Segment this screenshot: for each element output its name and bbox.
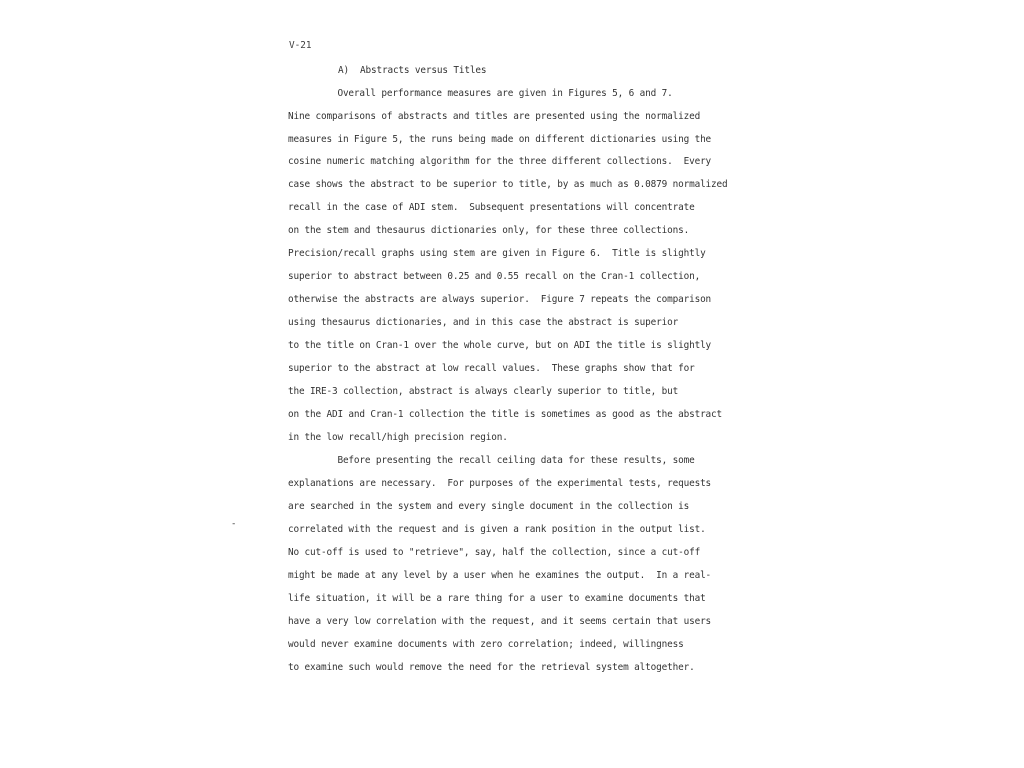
- text-line: superior to abstract between 0.25 and 0.55 recall on the Cran-1 collection,: [288, 271, 701, 282]
- page-number: V-21: [289, 40, 312, 51]
- text-line: Precision/recall graphs using stem are given in Figure 6. Title is slightly: [288, 248, 706, 259]
- text-line: Nine comparisons of abstracts and titles are presented using the normalized: [288, 111, 701, 122]
- text-line: on the stem and thesaurus dictionaries only, for these three collections.: [288, 225, 690, 236]
- text-line: case shows the abstract to be superior to title, by as much as 0.0879 normalized: [288, 179, 728, 190]
- text-line: would never examine documents with zero correlation; indeed, willingness: [288, 639, 684, 650]
- text-line: superior to the abstract at low recall values. These graphs show that for: [288, 363, 695, 374]
- section-heading: A) Abstracts versus Titles: [338, 65, 487, 76]
- text-line: recall in the case of ADI stem. Subsequent presentations will concentrate: [288, 202, 695, 213]
- text-line: the IRE-3 collection, abstract is always clearly superior to title, but: [288, 386, 679, 397]
- text-line: correlated with the request and is given a rank position in the output list.: [288, 524, 706, 535]
- text-line: cosine numeric matching algorithm for the three different collections. Every: [288, 156, 712, 167]
- text-line: No cut-off is used to "retrieve", say, half the collection, since a cut-off: [288, 547, 701, 558]
- text-line: have a very low correlation with the request, and it seems certain that users: [288, 616, 712, 627]
- text-line: explanations are necessary. For purposes of the experimental tests, requests: [288, 478, 712, 489]
- text-line: Overall performance measures are given in Figures 5, 6 and 7.: [288, 88, 673, 99]
- text-line: life situation, it will be a rare thing for a user to examine documents that: [288, 593, 706, 604]
- text-line: might be made at any level by a user when he examines the output. In a real-: [288, 570, 712, 581]
- text-line: in the low recall/high precision region.: [288, 432, 508, 443]
- text-line: on the ADI and Cran-1 collection the title is sometimes as good as the abstract: [288, 409, 723, 420]
- text-line: Before presenting the recall ceiling data for these results, some: [288, 455, 695, 466]
- text-line: using thesaurus dictionaries, and in this case the abstract is superior: [288, 317, 679, 328]
- text-line: to examine such would remove the need for the retrieval system altogether.: [288, 662, 695, 673]
- text-line: to the title on Cran-1 over the whole curve, but on ADI the title is slightly: [288, 340, 712, 351]
- text-line: measures in Figure 5, the runs being made on different dictionaries using the: [288, 134, 712, 145]
- text-line: are searched in the system and every single document in the collection is: [288, 501, 690, 512]
- text-line: otherwise the abstracts are always superior. Figure 7 repeats the comparison: [288, 294, 712, 305]
- margin-mark: -: [231, 519, 237, 529]
